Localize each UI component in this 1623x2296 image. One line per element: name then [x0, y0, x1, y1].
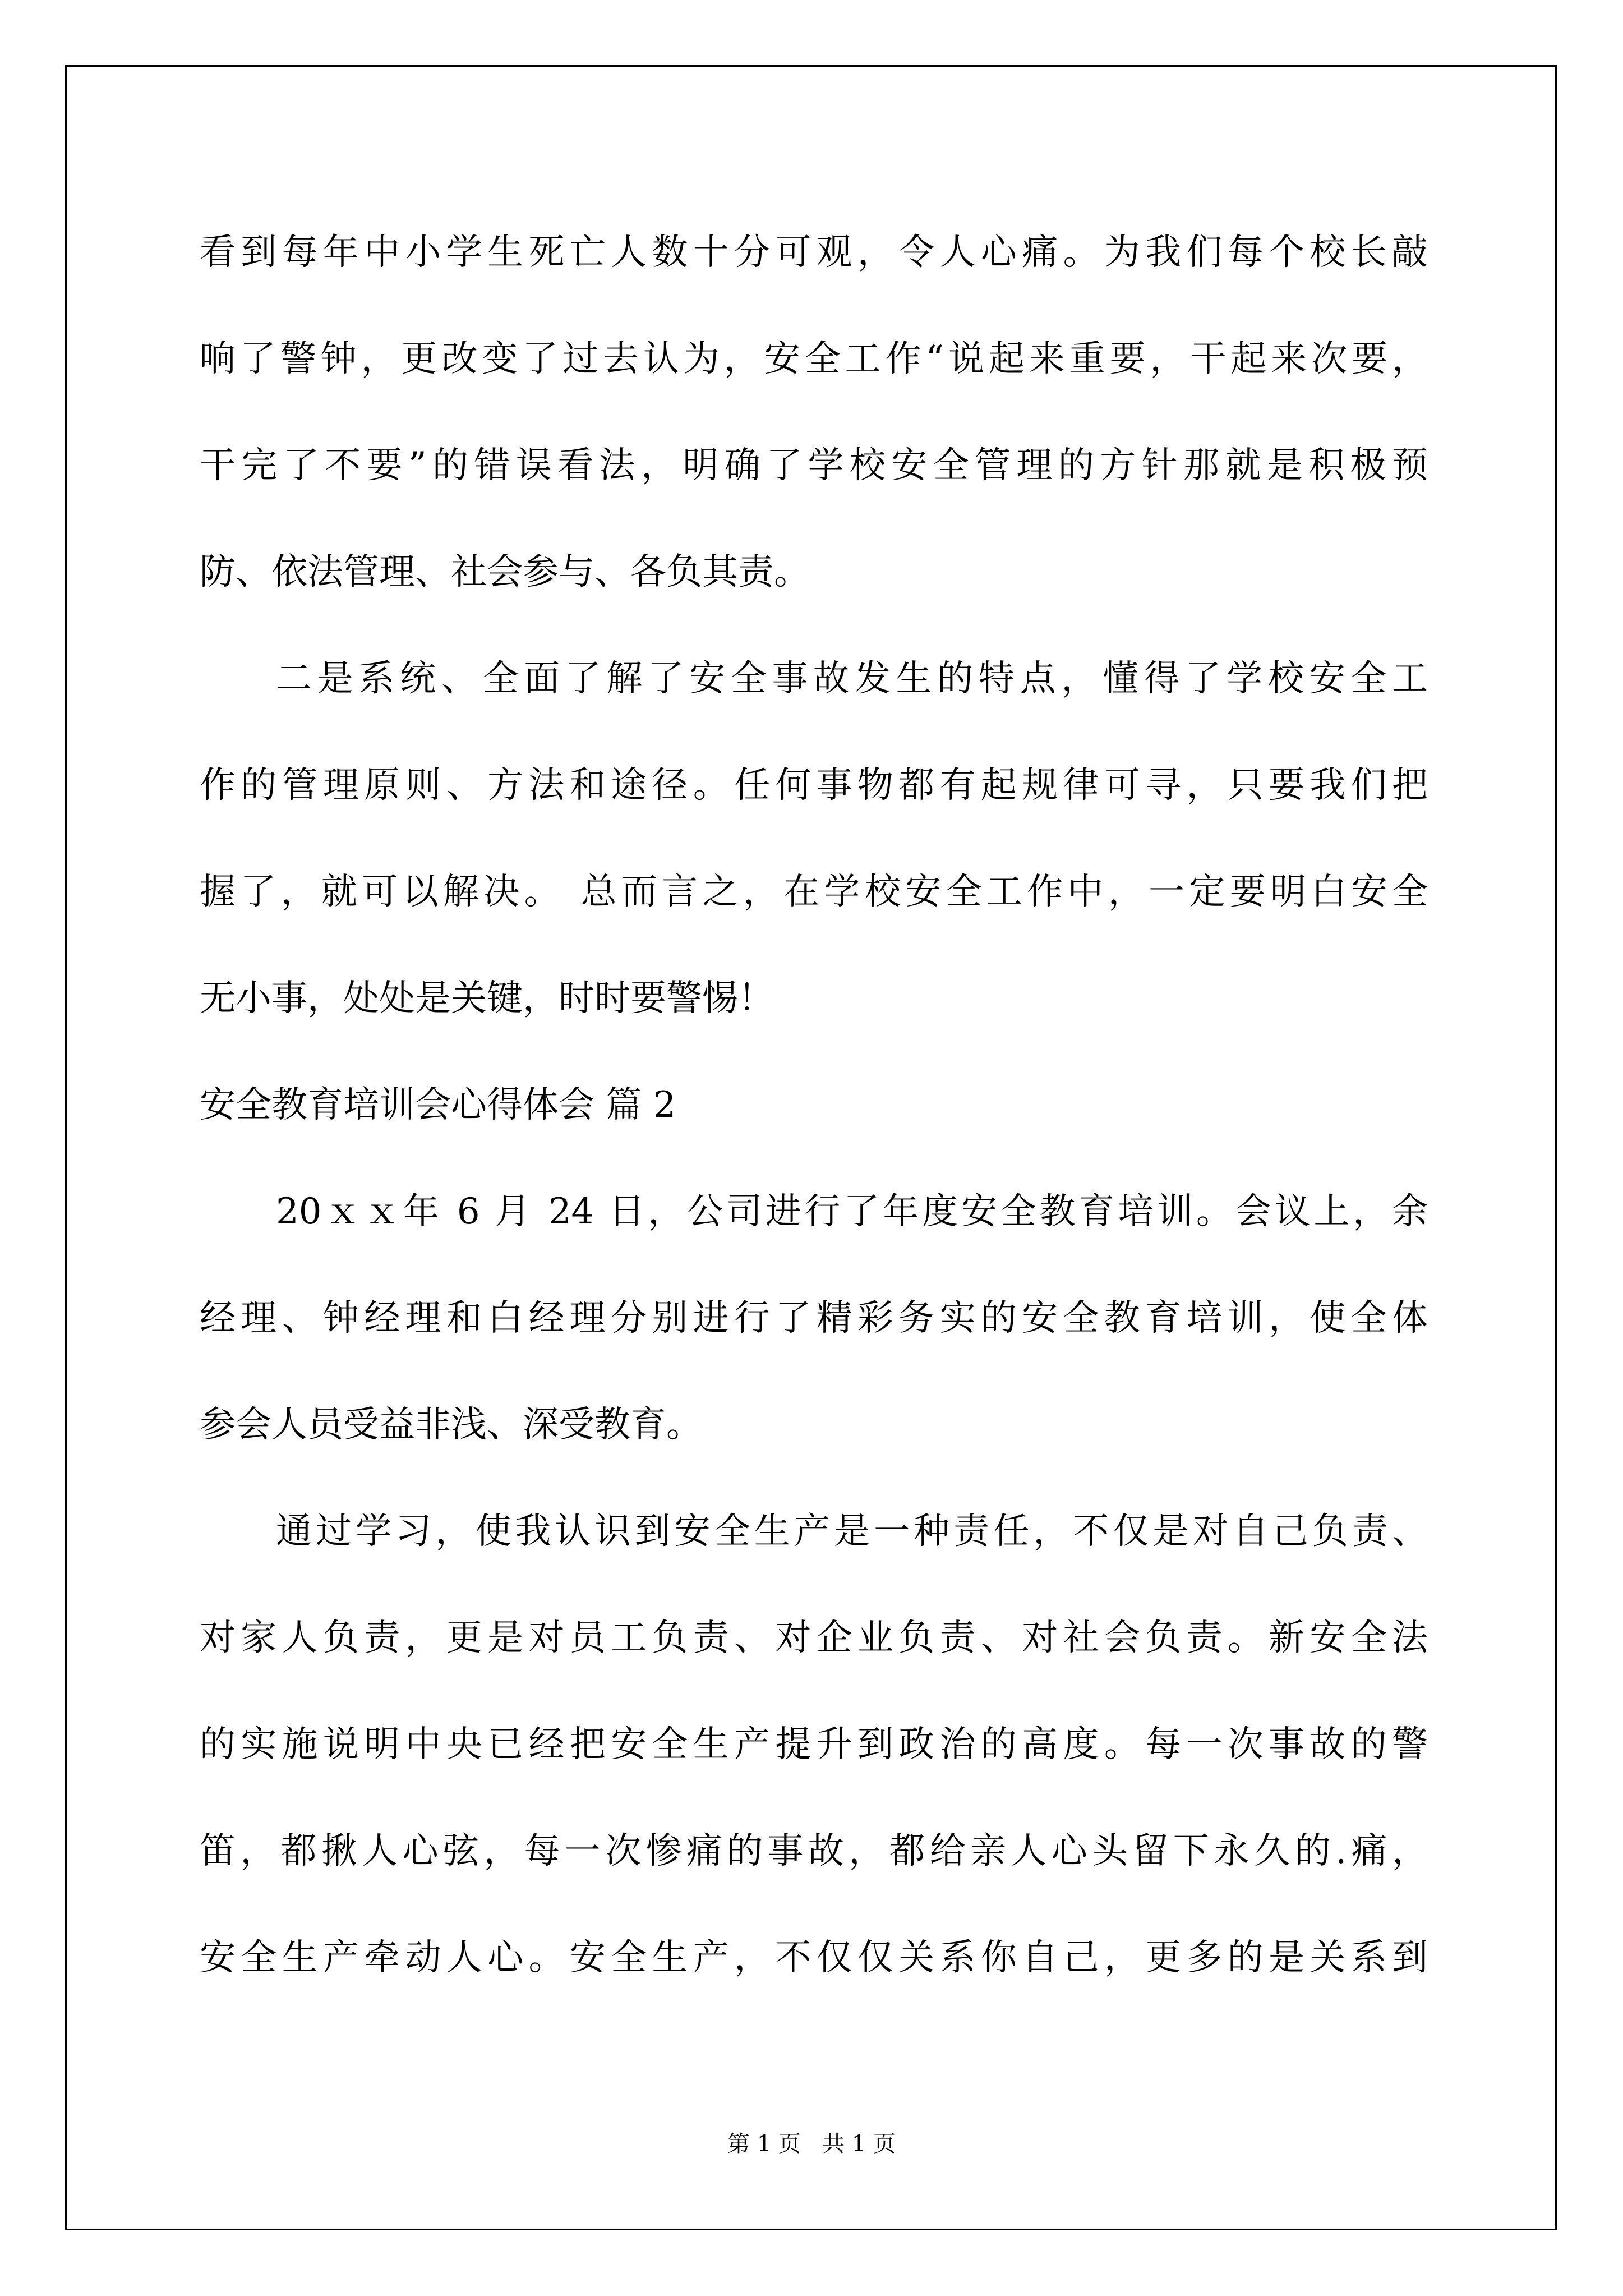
text-line: 笛，都揪人心弦，每一次惨痛的事故，都给亲人心头留下永久的.痛， — [200, 1830, 1428, 1872]
paragraph-first-line: 二是系统、全面了解了安全事故发生的特点，懂得了学校安全工 — [276, 658, 1428, 700]
text-line: 参会人员受益非浅、深受教育。 — [200, 1404, 702, 1446]
text-line: 响了警钟，更改变了过去认为，安全工作“说起来重要，干起来次要， — [200, 338, 1428, 380]
text-line: 握了，就可以解决。 总而言之，在学校安全工作中，一定要明白安全 — [200, 871, 1428, 913]
text-line: 防、依法管理、社会参与、各负其责。 — [200, 551, 810, 593]
page-footer: 第 1 页 共 1 页 — [727, 2131, 896, 2157]
section-heading: 安全教育培训会心得体会 篇 2 — [200, 1084, 676, 1126]
text-line: 对家人负责，更是对员工负责、对企业负责、对社会负责。新安全法 — [200, 1617, 1428, 1659]
text-line: 作的管理原则、方法和途径。任何事物都有起规律可寻，只要我们把 — [200, 765, 1428, 806]
text-line: 安全生产牵动人心。安全生产，不仅仅关系你自己，更多的是关系到 — [200, 1937, 1428, 1978]
paragraph-first-line: 20ｘｘ年 6 月 24 日，公司进行了年度安全教育培训。会议上，余 — [276, 1191, 1428, 1232]
paragraph-first-line: 通过学习，使我认识到安全生产是一种责任，不仅是对自己负责、 — [276, 1511, 1428, 1552]
text-line: 无小事，处处是关键，时时要警惕！ — [200, 978, 774, 1019]
text-line: 经理、钟经理和白经理分别进行了精彩务实的安全教育培训，使全体 — [200, 1297, 1428, 1339]
text-line: 干完了不要”的错误看法，明确了学校安全管理的方针那就是积极预 — [200, 445, 1428, 486]
page-border — [65, 65, 1557, 2230]
text-line: 看到每年中小学生死亡人数十分可观，令人心痛。为我们每个校长敲 — [200, 232, 1428, 273]
text-line: 的实施说明中央已经把安全生产提升到政治的高度。每一次事故的警 — [200, 1724, 1428, 1765]
